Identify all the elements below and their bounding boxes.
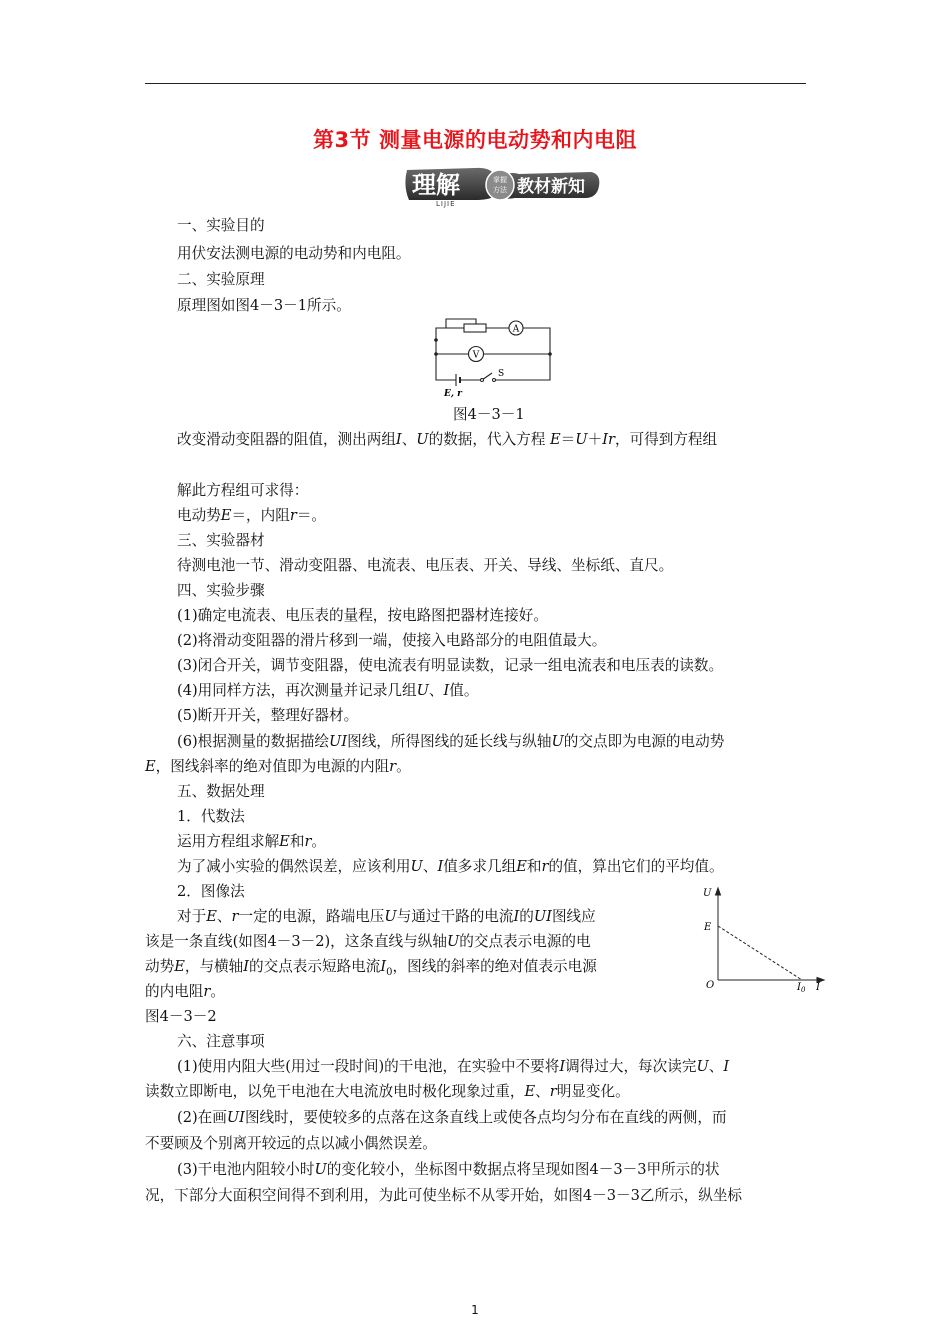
rheostat: [464, 324, 486, 332]
ammeter-label: A: [512, 324, 520, 335]
s1-text: 用伏安法测电源的电动势和内电阻。: [177, 245, 411, 262]
banner-main-right: 教材新知: [517, 177, 585, 197]
y-axis-label: U: [703, 888, 712, 899]
s6-3-line1: (3)干电池内阻较小时U的变化较小，坐标图中数据点将呈现如图4－3－3甲所示的状: [177, 1161, 720, 1178]
voltmeter-label: V: [472, 350, 480, 361]
s2-para1: 改变滑动变阻器的阻值，测出两组I、U的数据，代入方程 E＝U＋Ir，可得到方程组: [177, 431, 718, 448]
node-right: [548, 352, 552, 356]
node-left: [434, 338, 438, 342]
s4-step1: (1)确定电流表、电压表的量程，按电路图把器材连接好。: [177, 607, 548, 624]
banner-badge: [486, 170, 514, 200]
s4-step6-line1: (6)根据测量的数据描绘UI图线，所得图线的延长线与纵轴U的交点即为电源的电动势: [177, 733, 725, 750]
y-axis-arrow: [716, 888, 721, 895]
header-rule: [145, 83, 806, 84]
s5-2-line1: 对于E、r一定的电源，路端电压U与通过干路的电流I的UI图线应: [177, 908, 596, 925]
s2-para3: 电动势E＝，内阻r＝。: [177, 507, 327, 524]
s5-2-heading: 2．图像法: [177, 883, 245, 900]
s1-heading: 一、实验目的: [177, 217, 265, 234]
s6-heading: 六、注意事项: [177, 1033, 265, 1050]
s5-2-line3: 动势E，与横轴I的交点表示短路电流$I_0$，图线的斜率的绝对值表示电源: [145, 958, 597, 978]
ui-graph: [700, 884, 828, 992]
s4-heading: 四、实验步骤: [177, 582, 265, 599]
s5-1-line2: 为了减小实验的偶然误差，应该利用U、I值多求几组E和r的值，算出它们的平均值。: [177, 858, 724, 875]
s2-heading: 二、实验原理: [177, 271, 265, 288]
i0-label: $I_0$: [797, 982, 806, 992]
s2-text: 原理图如图4－3－1所示。: [177, 297, 351, 314]
switch-contact-b: [493, 379, 496, 382]
fig1-caption: 图4－3－1: [453, 406, 525, 423]
e-label: E: [704, 922, 712, 933]
s4-step6-line2: E，图线斜率的绝对值即为电源的内阻r。: [145, 758, 411, 775]
s6-1-line2: 读数立即断电，以免干电池在大电流放电时极化现象过重，E、r明显变化。: [145, 1083, 630, 1100]
switch-label: S: [498, 369, 505, 379]
x-axis-label: I: [816, 982, 820, 992]
banner-small-1: 掌握: [493, 176, 507, 184]
s4-step5: (5)断开开关，整理好器材。: [177, 707, 359, 724]
s5-2-line2: 该是一条直线(如图4－3－2)，这条直线与纵轴U的交点表示电源的电: [145, 933, 591, 950]
wire-left: [436, 340, 456, 380]
s4-step4: (4)用同样方法，再次测量并记录几组U、I值。: [177, 682, 479, 699]
banner-sub: LIJIE: [436, 200, 456, 208]
switch-contact-a: [481, 379, 484, 382]
s6-1-line1: (1)使用内阻大些(用过一段时间)的干电池，在实验中不要将I调得过大，每次读完U、I: [177, 1058, 730, 1075]
s3-heading: 三、实验器材: [177, 532, 265, 549]
s5-2-line4: 的内电阻r。: [145, 983, 225, 1000]
origin-label: O: [706, 980, 715, 991]
banner-small-2: 方法: [493, 186, 507, 194]
s5-1-heading: 1．代数法: [177, 808, 245, 825]
s6-2-line2: 不要顾及个别离开较远的点以减小偶然误差。: [145, 1135, 437, 1152]
s5-1-line1: 运用方程组求解E和r。: [177, 833, 327, 850]
s6-2-line1: (2)在画UI图线时，要使较多的点落在这条直线上或使各点均匀分布在直线的两侧，而: [177, 1109, 727, 1126]
page-number: 1: [471, 1303, 479, 1317]
fig2-caption: 图4－3－2: [145, 1008, 217, 1025]
battery-label: E, r: [444, 389, 462, 399]
section-banner: [405, 164, 603, 208]
s3-text: 待测电池一节、滑动变阻器、电流表、电压表、开关、导线、坐标纸、直尺。: [177, 557, 674, 574]
s6-3-line2: 况，下部分大面积空间得不到利用，为此可使坐标不从零开始，如图4－3－3乙所示，纵坐标: [145, 1187, 743, 1204]
node-left-2: [434, 352, 438, 356]
s4-step2: (2)将滑动变阻器的滑片移到一端，使接入电路部分的电阻值最大。: [177, 632, 607, 649]
s4-step3: (3)闭合开关，调节变阻器，使电流表有明显读数，记录一组电流表和电压表的读数。: [177, 657, 724, 674]
s5-heading: 五、数据处理: [177, 783, 265, 800]
ui-line: [718, 926, 802, 980]
circuit-diagram: [428, 318, 556, 402]
banner-main-left: 理解: [412, 171, 460, 199]
s2-para2: 解此方程组可求得：: [177, 482, 309, 499]
page-title: 第3节 测量电源的电动势和内电阻: [313, 128, 637, 152]
